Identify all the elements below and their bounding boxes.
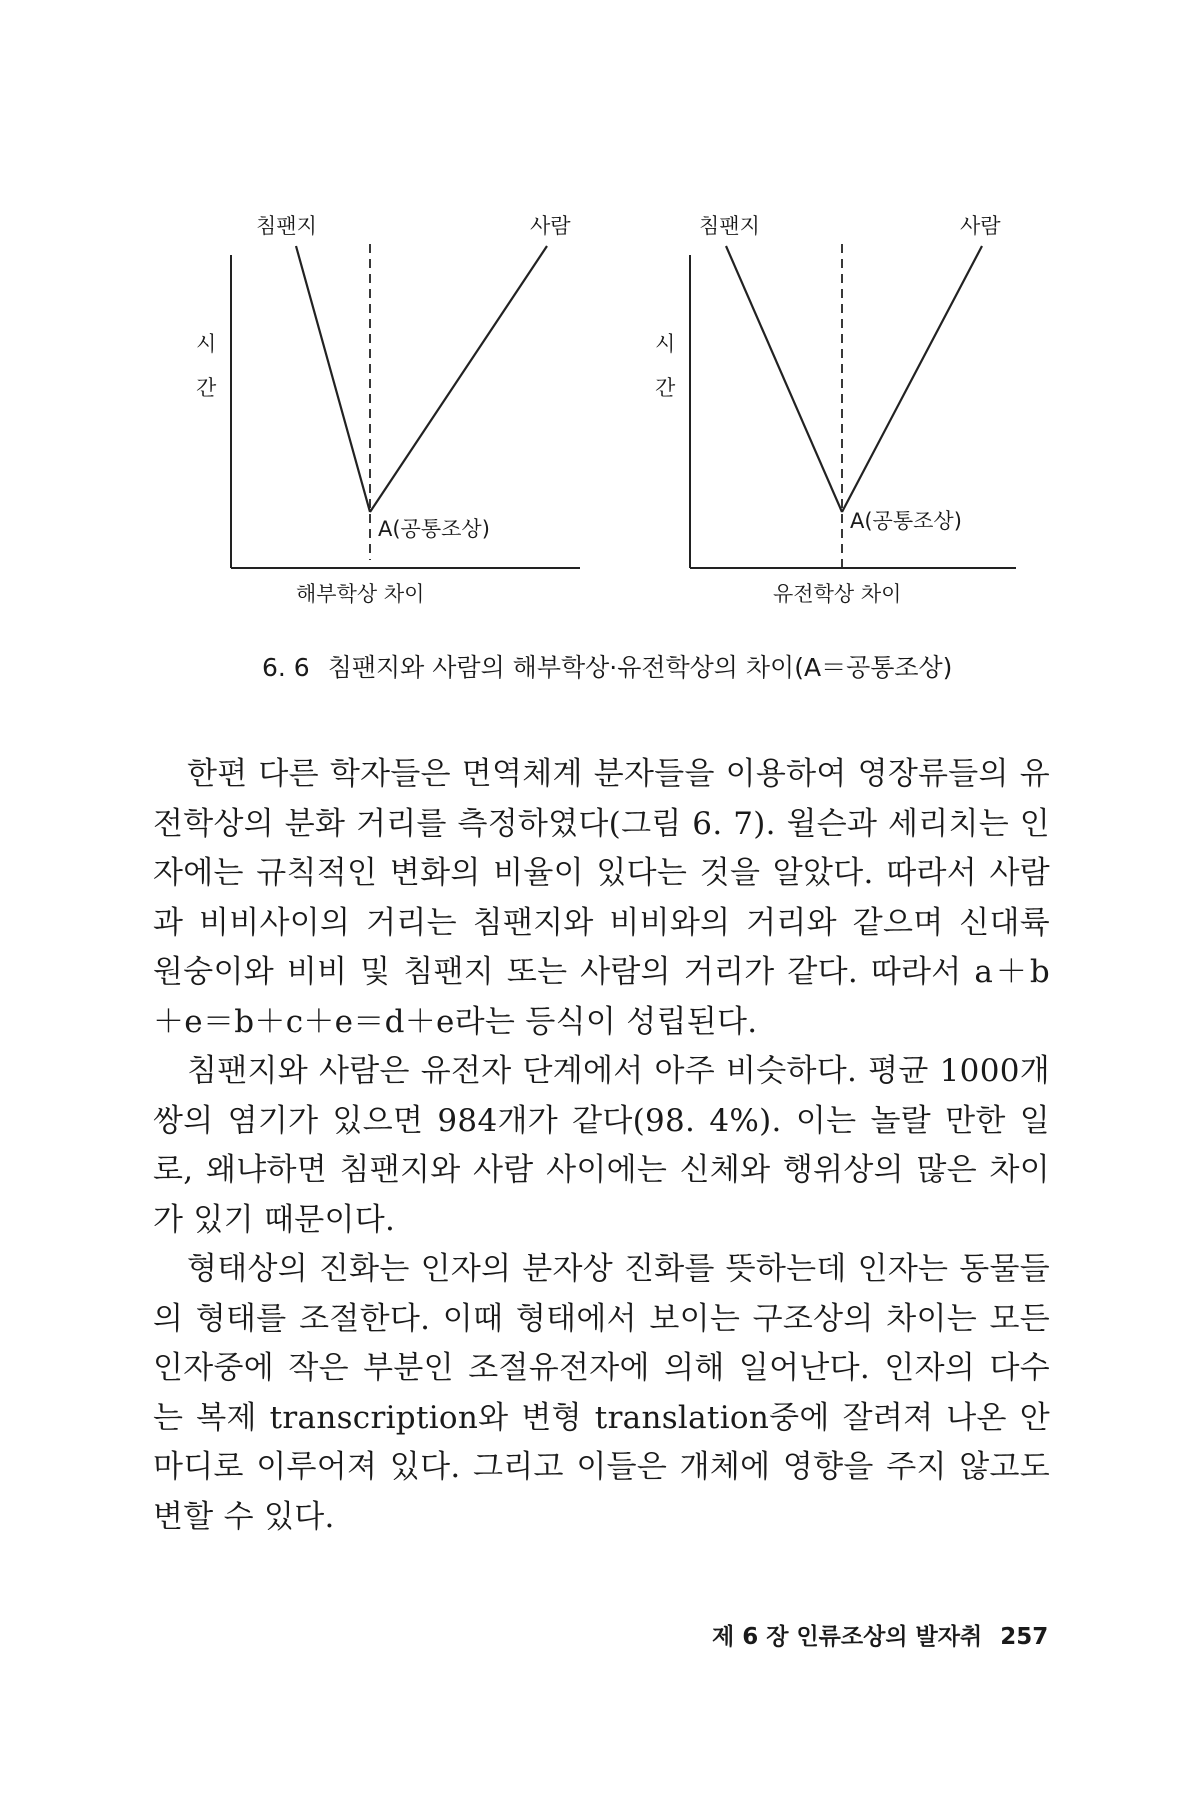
right-human-branch	[842, 246, 982, 512]
right-common-ancestor-label: A(공통조상)	[850, 509, 962, 533]
right-chimp-branch	[726, 246, 842, 512]
caption-text: 침팬지와 사람의 해부학상·유전학상의 차이(A＝공통조상)	[327, 653, 953, 682]
caption-number: 6. 6	[262, 653, 310, 682]
page-footer	[712, 1618, 1048, 1651]
left-x-axis-label: 해부학상 차이	[296, 582, 425, 606]
paragraph: 형태상의 진화는 인자의 분자상 진화를 뜻하는데 인자는 동물들의 형태를 조절한다. 이때 형태에서 보이는 구조상의 차이는 모든 인자중에 작은 부분인 조절유전자에 의해 일어난다. 인자의 다수는 복제 transcription와 변형 translation중에 잘려져 나온 안마디로 이루어져 있다. 그리고 이들은 개체에 영향을 주지 않고도 변할 수 있다.	[153, 1251, 1050, 1535]
left-time-label-1: 시	[196, 332, 217, 356]
left-chimp-branch	[296, 246, 370, 512]
page-number: 257	[1000, 1624, 1049, 1650]
left-time-label-2: 간	[196, 376, 217, 400]
left-human-branch	[370, 246, 547, 512]
paragraph: 침팬지와 사람은 유전자 단계에서 아주 비슷하다. 평균 1000개쌍의 염기가 있으면 984개가 같다(98. 4%). 이는 놀랄 만한 일로, 왜냐하면 침팬지와 사람 사이에는 신체와 행위상의 많은 차이가 있기 때문이다.	[153, 1053, 1050, 1238]
chapter-title: 제 6 장 인류조상의 발자취	[712, 1624, 983, 1650]
right-chimp-label: 침팬지	[699, 214, 760, 238]
left-common-ancestor-label: A(공통조상)	[378, 517, 490, 541]
figure-6-6	[0, 0, 1200, 700]
right-x-axis-label: 유전학상 차이	[773, 582, 902, 606]
right-time-label-2: 간	[655, 376, 676, 400]
figure-diagram	[0, 0, 1200, 700]
paragraph: 한편 다른 학자들은 면역체계 분자들을 이용하여 영장류들의 유전학상의 분화 거리를 측정하였다(그림 6. 7). 윌슨과 세리치는 인자에는 규칙적인 변화의 비율이 있다는 것을 알았다. 따라서 사람과 비비사이의 거리는 침팬지와 비비와의 거리와 같으며 신대륙 원숭이와 비비 및 침팬지 또는 사람의 거리가 같다. 따라서 a＋b＋e＝b＋c＋e＝d＋e라는 등식이 성립된다.	[153, 756, 1050, 1040]
left-human-label: 사람	[530, 214, 571, 238]
figure-caption	[262, 648, 1062, 684]
right-human-label: 사람	[960, 214, 1001, 238]
body-text	[153, 750, 1050, 1542]
right-time-label-1: 시	[655, 332, 676, 356]
left-chimp-label: 침팬지	[256, 214, 317, 238]
